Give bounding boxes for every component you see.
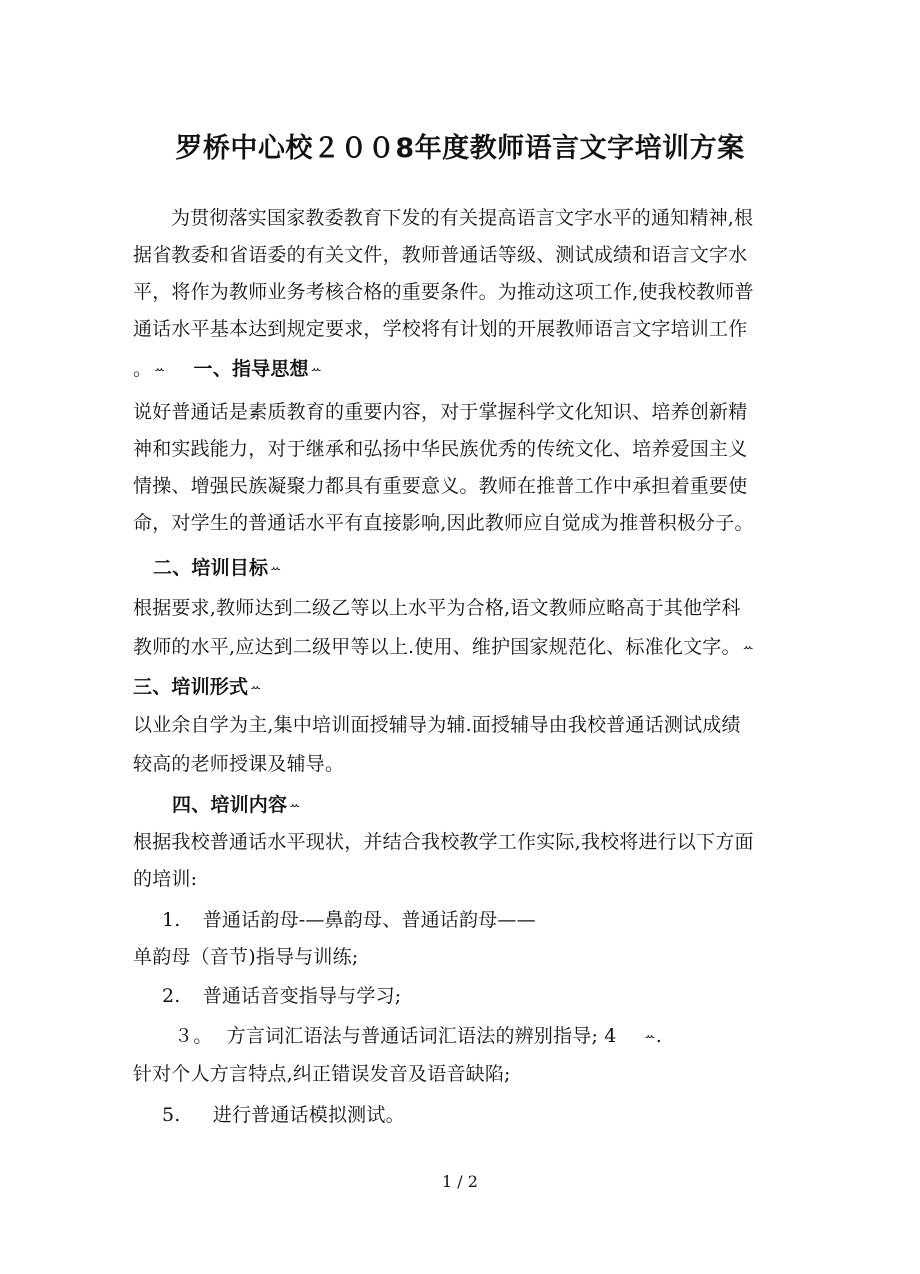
paragraph-mark: ꕀ <box>250 680 262 694</box>
list-item-2-text: 普通话音变指导与学习; <box>202 985 402 1007</box>
section-2-line-1: 根据要求,教师达到二级乙等以上水平为合格,语文教师应略高于其他学科 <box>133 597 741 619</box>
section-1-line-4: 命，对学生的普通话水平有直接影响,因此教师应自觉成为推普积极分子。 <box>133 512 754 534</box>
paragraph-mark: ꕀ <box>289 798 301 812</box>
section-3-line-2: 较高的老师授课及辅导。 <box>133 753 345 775</box>
list-item-2 <box>162 984 822 1008</box>
intro-line-2: 据省教委和省语委的有关文件，教师普通话等级、测试成绩和语言文字水 <box>133 244 748 266</box>
list-item-1-continuation: 单韵母（音节)指导与训练; <box>133 946 359 968</box>
list-item-1-text: 普通话韵母-—鼻韵母、普通话韵母—— <box>202 909 536 931</box>
list-item-4-text: 针对个人方言特点,纠正错误发音及语音缺陷; <box>133 1063 511 1085</box>
paragraph-mark: ꕀ <box>154 362 166 376</box>
section-2-heading-line <box>153 556 813 580</box>
list-item-1-number: 1. <box>162 909 181 931</box>
intro-line-1: 为贯彻落实国家教委教育下发的有关提高语言文字水平的通知精神,根 <box>171 207 754 229</box>
section-3-heading: 三、培训形式 <box>133 676 249 698</box>
document-title: 罗桥中心校２００8年度教师语言文字培训方案 <box>175 133 745 164</box>
intro-end-line <box>133 357 793 381</box>
intro-line-4: 通话水平基本达到规定要求，学校将有计划的开展教师语言文字培训工作 <box>133 318 748 340</box>
list-item-1 <box>162 908 822 932</box>
paragraph-mark: ꕀ <box>310 362 322 376</box>
list-item-3-end: . <box>655 1025 662 1047</box>
section-4-heading: 四、培训内容 <box>172 794 288 816</box>
section-2-heading: 二、培训目标 <box>153 557 269 579</box>
section-2-line-2 <box>133 635 793 659</box>
section-3-line-1: 以业余自学为主,集中培训面授辅导为辅.面授辅导由我校普通话测试成绩 <box>133 714 741 736</box>
list-item-2-number: 2. <box>162 985 181 1007</box>
list-item-5-text: 进行普通话模拟测试。 <box>212 1104 405 1126</box>
list-item-3-text: 方言词汇语法与普通话词汇语法的辨别指导; 4 <box>226 1025 617 1047</box>
section-4-heading-line <box>172 793 832 817</box>
section-1-heading: 一、指导思想 <box>193 358 309 380</box>
list-item-5 <box>162 1103 822 1127</box>
section-1-line-1: 说好普通话是素质教育的重要内容，对于掌握科学文化知识、培养创新精 <box>133 401 748 423</box>
section-1-line-2: 神和实践能力，对于继承和弘扬中华民族优秀的传统文化、培养爱国主义 <box>133 438 748 460</box>
paragraph-mark: ꕀ <box>644 1029 656 1043</box>
paragraph-mark: ꕀ <box>742 640 754 654</box>
section-4-line-2: 的培训: <box>133 868 198 890</box>
intro-end-text: 。 <box>133 358 153 380</box>
list-item-3-number: ３。 <box>174 1025 213 1047</box>
section-2-line-2-text: 教师的水平,应达到二级甲等以上.使用、维护国家规范化、标准化文字。 <box>133 636 741 658</box>
intro-line-3: 平，将作为教师业务考核合格的重要条件。为推动这项工作,使我校教师普 <box>133 281 754 303</box>
page-number: 1 / 2 <box>442 1172 478 1191</box>
section-3-heading-line <box>133 675 793 699</box>
paragraph-mark: ꕀ <box>270 561 282 575</box>
list-item-5-number: 5. <box>162 1104 181 1126</box>
list-item-3 <box>174 1024 834 1048</box>
section-4-line-1: 根据我校普通话水平现状，并结合我校教学工作实际,我校将进行以下方面 <box>133 831 754 853</box>
section-1-line-3: 情操、增强民族凝聚力都具有重要意义。教师在推普工作中承担着重要使 <box>133 475 748 497</box>
